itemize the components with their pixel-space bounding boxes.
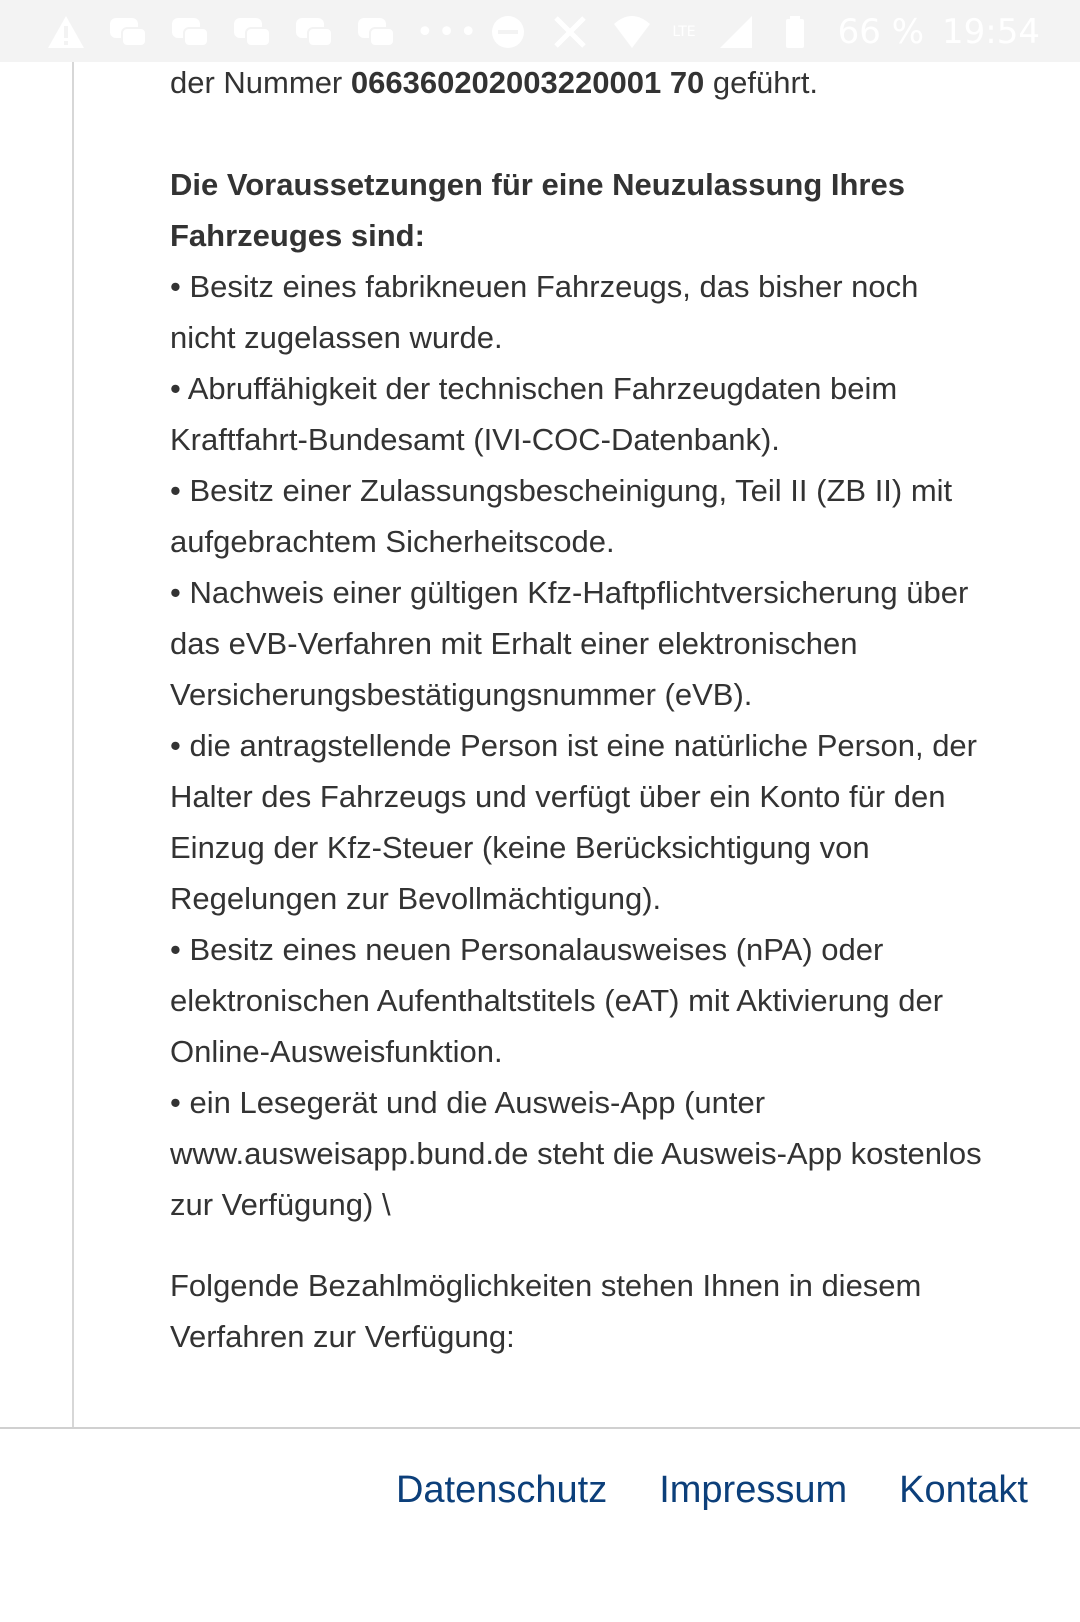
warning-icon <box>44 14 88 50</box>
record-number-suffix: geführt. <box>704 65 819 100</box>
battery-icon <box>776 14 820 50</box>
record-number: 066360202003220001 70 <box>350 65 705 100</box>
more-notifications-indicator: ••• <box>416 14 482 50</box>
status-bar <box>0 0 1080 62</box>
chat-icon <box>354 14 398 50</box>
status-bar-system <box>486 10 1040 54</box>
requirement-item: • Abruffähigkeit der technischen Fahrzeugdaten beim Kraftfahrt-Bundesamt (IVI-COC-Datenbank). <box>170 371 898 457</box>
requirement-item: • Besitz einer Zulassungsbescheinigung, Teil II (ZB II) mit aufgebrachtem Sicherheitscode. <box>170 473 953 559</box>
battery-percentage: 66 % <box>837 12 925 52</box>
do-not-disturb-icon <box>486 14 530 50</box>
requirement-item: • Nachweis einer gültigen Kfz-Haftpflichtversicherung über das eVB-Verfahren mit Erhalt einer elektronischen Versicherungsbestätigungsnummer (eVB). <box>170 575 969 712</box>
signal-icon <box>714 14 758 50</box>
payment-intro: Folgende Bezahlmöglichkeiten stehen Ihnen in diesem Verfahren zur Verfügung: <box>170 1268 922 1354</box>
footer-links <box>396 1469 1028 1512</box>
requirement-item: • Besitz eines neuen Personalausweises (nPA) oder elektronischen Aufenthaltstitels (eAT) mit Aktivierung der Online-Ausweisfunktion. <box>170 932 944 1069</box>
privacy-link[interactable]: Datenschutz <box>395 1469 608 1511</box>
spacer <box>170 108 990 159</box>
spacer <box>170 1230 990 1260</box>
content-left-border <box>72 62 74 1427</box>
requirement-item: • die antragstellende Person ist eine natürliche Person, der Halter des Fahrzeugs und verfügt über ein Konto für den Einzug der Kfz-Steuer (keine Berücksichtigung von Regelungen zur Bevollmächtigung). <box>170 728 977 916</box>
tools-icon <box>548 14 592 50</box>
chat-icon <box>230 14 274 50</box>
chat-icon <box>168 14 212 50</box>
clock: 19:54 <box>942 12 1040 52</box>
wifi-icon <box>610 14 654 50</box>
status-bar-notifications <box>44 10 481 54</box>
record-number-line <box>170 57 990 108</box>
chat-icon <box>292 14 336 50</box>
footer <box>0 1427 1080 1622</box>
main-content <box>170 57 990 1427</box>
chat-icon <box>106 14 150 50</box>
requirement-item: • ein Lesegerät und die Ausweis-App (unter www.ausweisapp.bund.de steht die Ausweis-App kostenlos zur Verfügung) \ <box>170 1085 982 1222</box>
imprint-link[interactable]: Impressum <box>659 1469 848 1511</box>
contact-link[interactable]: Kontakt <box>899 1469 1028 1511</box>
network-type-label: LTE <box>672 24 696 40</box>
requirements-heading-text: Die Voraussetzungen für eine Neuzulassung Ihres Fahrzeuges sind: <box>170 167 905 253</box>
requirement-item: • Besitz eines fabrikneuen Fahrzeugs, das bisher noch nicht zugelassen wurde. <box>170 269 919 355</box>
record-number-prefix: der Nummer <box>170 65 351 100</box>
requirements-heading <box>170 159 990 261</box>
